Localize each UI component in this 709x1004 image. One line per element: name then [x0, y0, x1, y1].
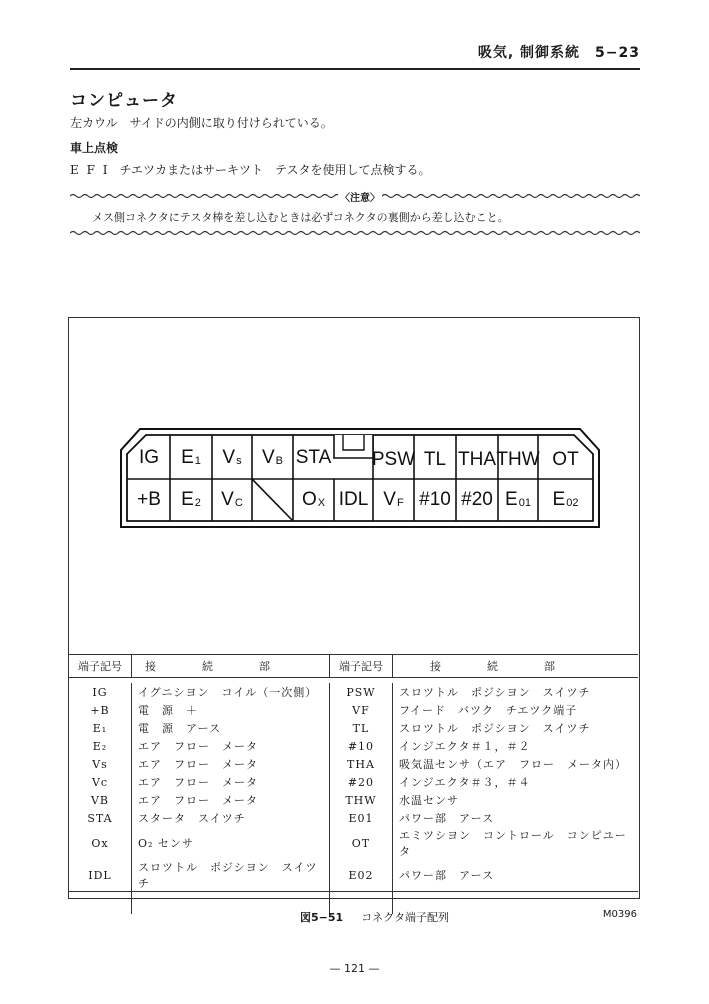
page-header	[70, 38, 640, 70]
inspection-title: 車上点検	[70, 141, 119, 155]
terminal-connection: エア フロー メータ	[132, 791, 330, 809]
location-text: 左カウル サイドの内側に取り付けられている。	[70, 116, 333, 130]
table-row	[69, 827, 638, 859]
terminal-symbol: TL	[329, 719, 392, 737]
pin-tha: THA	[458, 449, 496, 470]
terminal-connection: スロツトル ポジシヨン スイツチ	[398, 686, 591, 699]
terminal-connection: インジエクタ＃３，＃４	[398, 776, 531, 789]
figure-code: M0396	[602, 909, 637, 920]
pin-thw: THW	[496, 449, 540, 470]
terminal-connection: エミツシヨン コントロール コンピユータ	[398, 829, 627, 858]
pin-vf: V F	[383, 489, 404, 510]
table-row	[69, 683, 638, 701]
pin-idl: IDL	[338, 489, 369, 510]
terminal-symbol: E02	[329, 859, 392, 892]
table-row	[69, 701, 638, 719]
terminal-connection: エア フロー メータ	[132, 755, 330, 773]
pin-e2: E 2	[181, 489, 201, 510]
pin-vb: V B	[261, 447, 284, 468]
pin-psw: PSW	[371, 449, 416, 470]
terminal-symbol: PSW	[329, 683, 392, 701]
table-row	[69, 755, 638, 773]
figure-number: 図5−51	[300, 911, 344, 924]
pin-plus-b: +B	[137, 489, 161, 510]
caution-text: メス側コネクタにテスタ棒を差し込むときは必ずコネクタの裏側から差し込むこと。	[92, 211, 509, 224]
table-row	[69, 773, 638, 791]
page-number: — 121 —	[329, 962, 380, 975]
terminal-symbol: #10	[329, 737, 392, 755]
terminal-symbol: +B	[69, 701, 132, 719]
pin-ig: IG	[138, 447, 160, 468]
terminal-symbol: IDL	[69, 859, 132, 892]
table-row	[69, 737, 638, 755]
table-row	[69, 859, 638, 892]
pin-ot: OT	[552, 449, 579, 470]
terminal-symbol: OT	[329, 827, 392, 859]
terminal-connection: スタータ スイツチ	[132, 809, 330, 827]
terminal-connection: 電 源 アース	[132, 719, 330, 737]
col-connection-right: 接続部	[392, 655, 638, 678]
terminal-connection: イグニシヨン コイル（一次側）	[132, 683, 330, 701]
terminal-symbol: VF	[329, 701, 392, 719]
col-connection-left: 接続部	[132, 655, 330, 678]
terminal-symbol: E₁	[69, 719, 132, 737]
terminal-symbol: THA	[329, 755, 392, 773]
terminal-symbol: Vc	[69, 773, 132, 791]
pin-vs: V s	[222, 447, 242, 468]
table-header-row	[69, 655, 638, 678]
pin-vc: V C	[221, 489, 243, 510]
table-row	[69, 719, 638, 737]
terminal-symbol: VB	[69, 791, 132, 809]
pin-sta: STA	[295, 447, 332, 468]
terminal-symbol: #20	[329, 773, 392, 791]
col-symbol-right: 端子記号	[329, 655, 392, 678]
pin-tl: TL	[423, 449, 447, 470]
terminal-connection: 吸気温センサ（エア フロー メータ内）	[398, 758, 627, 771]
terminal-connection: スロツトル ポジシヨン スイツチ	[398, 722, 591, 735]
terminal-connection: O₂ センサ	[132, 827, 330, 859]
pin-10: #10	[419, 489, 451, 510]
pin-e01: E 01	[505, 489, 531, 510]
pin-20: #20	[461, 489, 493, 510]
terminal-connection: パワー部 アース	[398, 812, 495, 825]
terminal-symbol: STA	[69, 809, 132, 827]
terminal-connection: 水温センサ	[398, 794, 459, 807]
terminal-symbol: Vs	[69, 755, 132, 773]
terminal-connection: スロツトル ポジシヨン スイツチ	[132, 859, 330, 892]
caution-bottom-border	[70, 230, 640, 236]
pin-e02: E 02	[552, 489, 579, 510]
terminal-connection: エア フロー メータ	[132, 773, 330, 791]
terminal-symbol: Ox	[69, 827, 132, 859]
section-title: コンピュータ	[70, 91, 178, 111]
terminal-connection: フイード バツク チエツク端子	[398, 704, 578, 717]
terminal-symbol: E₂	[69, 737, 132, 755]
pin-e1: E 1	[181, 447, 201, 468]
terminal-symbol: IG	[69, 683, 132, 701]
terminal-connection: 電 源 ＋	[132, 701, 330, 719]
terminal-connection: インジエクタ＃１，＃２	[398, 740, 531, 753]
terminal-symbol: E01	[329, 809, 392, 827]
table-row	[69, 791, 638, 809]
terminal-table	[69, 654, 638, 914]
table-row	[69, 809, 638, 827]
header-title: 吸気, 制御系統 5−23	[477, 45, 640, 61]
caution-label: 〈注意〉	[338, 189, 382, 204]
terminal-connection: パワー部 アース	[398, 869, 495, 882]
table-body	[69, 678, 638, 915]
col-symbol-left: 端子記号	[69, 655, 132, 678]
terminal-symbol: THW	[329, 791, 392, 809]
inspection-text: E F I チエツカまたはサーキツト テスタを使用して点検する。	[70, 163, 431, 177]
pin-ox: O X	[301, 489, 326, 510]
terminal-connection: エア フロー メータ	[132, 737, 330, 755]
figure-caption-text: コネクタ端子配列	[361, 911, 449, 924]
figure-caption	[300, 909, 449, 925]
